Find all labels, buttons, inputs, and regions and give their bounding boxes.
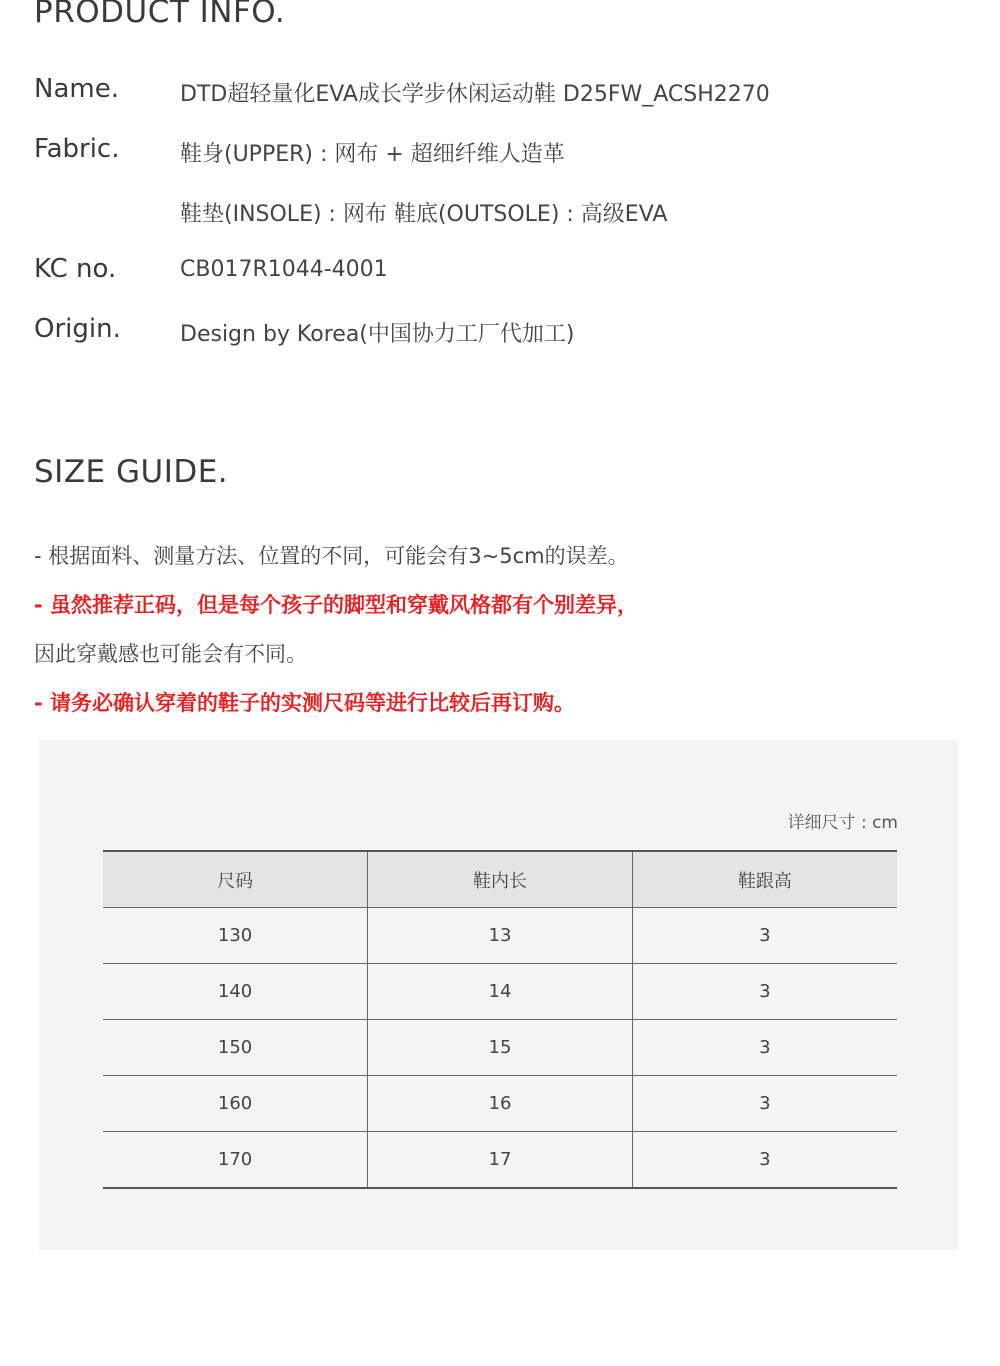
size-table [103, 850, 897, 1189]
table-cell: 3 [632, 908, 897, 964]
table-row [103, 908, 897, 964]
table-cell: 150 [103, 1020, 368, 1076]
unit-note: 详细尺寸 : cm [787, 813, 898, 833]
info-label: Name. [34, 74, 119, 104]
table-cell: 140 [103, 964, 368, 1020]
table-cell: 13 [368, 908, 633, 964]
table-cell: 15 [368, 1020, 633, 1076]
info-label: Origin. [34, 314, 121, 344]
table-cell: 3 [632, 1020, 897, 1076]
info-label: KC no. [34, 254, 117, 284]
table-row [103, 1020, 897, 1076]
table-header-cell: 尺码 [103, 851, 368, 908]
table-cell: 3 [632, 1132, 897, 1189]
table-cell: 14 [368, 964, 633, 1020]
guide-note: - 根据面料、测量方法、位置的不同，可能会有3~5cm的误差。 [34, 544, 629, 568]
table-cell: 3 [632, 1076, 897, 1132]
table-header-row [103, 851, 897, 908]
table-header-cell: 鞋内长 [368, 851, 633, 908]
guide-note-emphasis: - 虽然推荐正码，但是每个孩子的脚型和穿戴风格都有个别差异， [34, 593, 639, 617]
table-cell: 16 [368, 1076, 633, 1132]
table-cell: 170 [103, 1132, 368, 1189]
info-value: DTD超轻量化EVA成长学步休闲运动鞋 D25FW_ACSH2270 [180, 82, 770, 107]
size-chart-panel [39, 740, 958, 1250]
table-row [103, 1132, 897, 1189]
info-label: Fabric. [34, 134, 120, 164]
table-cell: 130 [103, 908, 368, 964]
info-value: CB017R1044-4001 [180, 257, 388, 282]
size-guide-title: SIZE GUIDE. [34, 454, 229, 490]
table-cell: 17 [368, 1132, 633, 1189]
guide-note: 因此穿戴感也可能会有不同。 [34, 642, 307, 666]
info-value: 鞋身(UPPER) : 网布 + 超细纤维人造革 [180, 142, 565, 167]
info-value: Design by Korea(中国协力工厂代加工) [180, 322, 575, 347]
info-value: 鞋垫(INSOLE) : 网布 鞋底(OUTSOLE) : 高级EVA [180, 202, 668, 227]
guide-note-emphasis: - 请务必确认穿着的鞋子的实测尺码等进行比较后再订购。 [34, 691, 576, 715]
table-cell: 160 [103, 1076, 368, 1132]
product-info-title: PRODUCT INFO. [34, 0, 286, 30]
table-header-cell: 鞋跟高 [632, 851, 897, 908]
table-row [103, 964, 897, 1020]
table-cell: 3 [632, 964, 897, 1020]
table-row [103, 1076, 897, 1132]
